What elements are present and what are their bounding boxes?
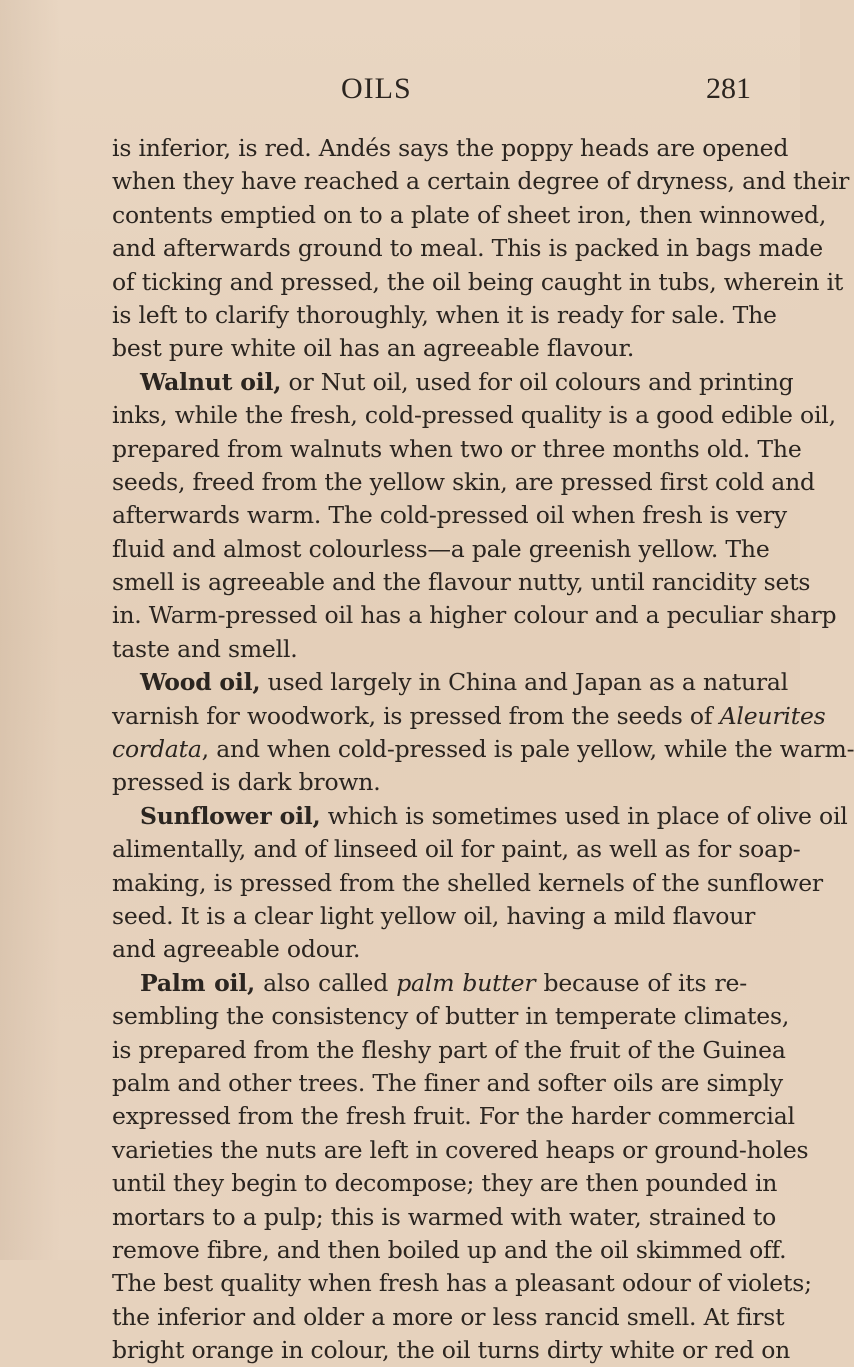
- text-run: making, is pressed from the shelled kernels of the sunflower: [112, 868, 823, 897]
- text-run: palm and other trees. The finer and softer oils are simply: [112, 1068, 784, 1097]
- text-line: [112, 399, 836, 432]
- text-line: [112, 766, 747, 799]
- text-line: [112, 967, 747, 1000]
- text-run: because of its re-: [535, 968, 747, 997]
- text-run: Palm oil,: [140, 968, 255, 997]
- text-line: [112, 599, 837, 632]
- text-line: [112, 1267, 812, 1300]
- text-line: [112, 800, 848, 833]
- text-run: cordata: [112, 735, 202, 764]
- text-line: [112, 867, 823, 900]
- text-run: or Nut oil, used for oil colours and printing: [281, 367, 794, 396]
- text-line: [112, 199, 827, 232]
- text-line: [112, 1034, 786, 1067]
- text-line: [112, 332, 747, 365]
- text-run: best pure white oil has an agreeable flavour.: [112, 334, 635, 363]
- text-run: seed. It is a clear light yellow oil, having a mild flavour: [112, 901, 756, 930]
- text-run: contents emptied on to a plate of sheet iron, then winnowed,: [112, 200, 827, 229]
- text-line: [112, 266, 844, 299]
- text-line: [112, 900, 756, 933]
- text-run: seeds, freed from the yellow skin, are pressed first cold and: [112, 467, 815, 496]
- text-run: and agreeable odour.: [112, 935, 361, 964]
- text-line: [112, 232, 823, 265]
- text-run: fluid and almost colourless—a pale greenish yellow. The: [112, 534, 770, 563]
- text-line: [112, 1201, 777, 1234]
- page-number: 281: [706, 72, 751, 105]
- text-run: prepared from walnuts when two or three months old. The: [112, 434, 802, 463]
- text-run: the inferior and older a more or less rancid smell. At first: [112, 1302, 785, 1331]
- text-run: expressed from the fresh fruit. For the harder commercial: [112, 1102, 795, 1131]
- text-run: , and when cold-pressed is pale yellow, while the warm-: [201, 735, 854, 764]
- text-line: [112, 299, 777, 332]
- text-run: when they have reached a certain degree of dryness, and their: [112, 167, 850, 196]
- text-run: is left to clarify thoroughly, when it is ready for sale. The: [112, 300, 777, 329]
- text-run: Aleurites: [719, 701, 826, 730]
- text-line: [112, 1000, 790, 1033]
- text-run: and afterwards ground to meal. This is packed in bags made: [112, 234, 823, 263]
- text-run: which is sometimes used in place of olive oil: [320, 801, 848, 830]
- text-line: [112, 1067, 784, 1100]
- text-line: [112, 1167, 778, 1200]
- text-run: The best quality when fresh has a pleasant odour of violets;: [112, 1269, 812, 1298]
- text-run: afterwards warm. The cold-pressed oil when fresh is very: [112, 501, 787, 530]
- text-line: [112, 499, 787, 532]
- text-line: [112, 633, 747, 666]
- text-run: is inferior, is red. Andés says the poppy heads are opened: [112, 134, 789, 162]
- text-run: pressed is dark brown.: [112, 768, 381, 797]
- text-run: Walnut oil,: [140, 367, 282, 396]
- text-line: [112, 433, 802, 466]
- text-line: [112, 1134, 809, 1167]
- text-line: [112, 733, 854, 766]
- text-run: Wood oil,: [140, 668, 261, 697]
- text-run: remove fibre, and then boiled up and the oil skimmed off.: [112, 1235, 787, 1264]
- text-run: varieties the nuts are left in covered heaps or ground-holes: [112, 1135, 809, 1164]
- text-line: [112, 466, 815, 499]
- text-run: of ticking and pressed, the oil being caught in tubs, wherein it: [112, 267, 844, 296]
- text-line: [112, 1301, 785, 1334]
- text-line: [112, 1234, 787, 1267]
- text-line: [112, 566, 811, 599]
- text-run: is prepared from the fleshy part of the fruit of the Guinea: [112, 1035, 786, 1064]
- text-line: [112, 533, 770, 566]
- text-line: [112, 132, 789, 165]
- running-title: OILS: [341, 72, 412, 105]
- text-run: sembling the consistency of butter in temperate climates,: [112, 1002, 790, 1031]
- text-run: palm butter: [396, 968, 536, 997]
- text-run: inks, while the fresh, cold-pressed quality is a good edible oil,: [112, 401, 836, 430]
- text-run: until they begin to decompose; they are then pounded in: [112, 1169, 778, 1198]
- text-line: [112, 933, 747, 966]
- text-run: Sunflower oil,: [140, 801, 321, 830]
- text-line: [112, 700, 826, 733]
- text-run: mortars to a pulp; this is warmed with water, strained to: [112, 1202, 777, 1231]
- text-line: [112, 1100, 795, 1133]
- text-line: [112, 666, 789, 699]
- body-text: [112, 132, 854, 1367]
- text-run: also called: [255, 968, 397, 997]
- text-run: bright orange in colour, the oil turns dirty white or red on: [112, 1336, 791, 1365]
- text-run: taste and smell.: [112, 634, 298, 663]
- text-line: [112, 1334, 791, 1367]
- text-run: varnish for woodwork, is pressed from the seeds of: [112, 701, 720, 730]
- text-line: [112, 833, 801, 866]
- page-header: [0, 72, 800, 112]
- text-run: smell is agreeable and the flavour nutty, until rancidity sets: [112, 568, 811, 597]
- text-line: [112, 165, 850, 198]
- text-run: in. Warm-pressed oil has a higher colour and a peculiar sharp: [112, 601, 837, 630]
- text-run: used largely in China and Japan as a natural: [260, 668, 789, 697]
- text-run: alimentally, and of linseed oil for paint, as well as for soap-: [112, 835, 801, 864]
- text-line: [112, 366, 794, 399]
